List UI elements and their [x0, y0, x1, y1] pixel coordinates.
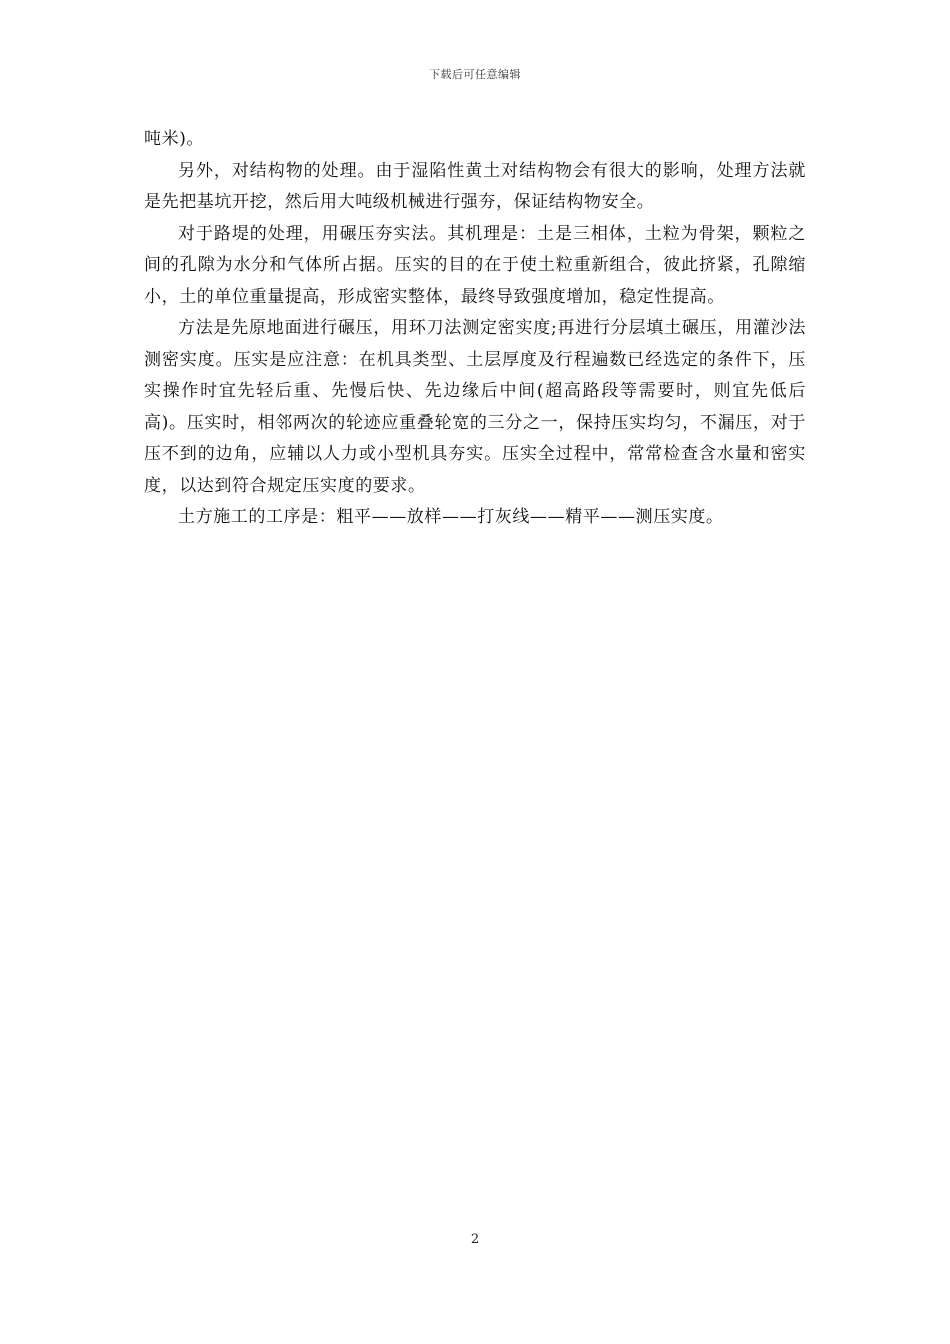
paragraph-earthwork-process: 土方施工的工序是：粗平——放样——打灰线——精平——测压实度。: [178, 507, 724, 527]
body-text: [144, 124, 806, 534]
paragraph-continuation: 吨米)。: [144, 129, 205, 149]
page-header: 下载后可任意编辑: [429, 68, 521, 81]
paragraph-compaction-method: 方法是先原地面进行碾压，用环刀法测定密实度;再进行分层填土碾压，用灌沙法测密实度。压实是应注意：在机具类型、土层厚度及行程遍数已经选定的条件下，压实操作时宜先轻后重、先慢后快、先边缘后中间(超高路段等需要时，则宜先低后高)。压实时，相邻两次的轮迹应重叠轮宽的三分之一，保持压实均匀，不漏压，对于压不到的边角，应辅以人力或小型机具夯实。压实全过程中，常常检查含水量和密实度，以达到符合规定压实度的要求。: [144, 318, 806, 496]
paragraph-embankment-treatment: 对于路堤的处理，用碾压夯实法。其机理是：土是三相体，土粒为骨架，颗粒之间的孔隙为水分和气体所占据。压实的目的在于使土粒重新组合，彼此挤紧，孔隙缩小，土的单位重量提高，形成密实整体，最终导致强度增加，稳定性提高。: [144, 223, 806, 307]
page-number: 2: [470, 1232, 480, 1247]
paragraph-structure-treatment: 另外，对结构物的处理。由于湿陷性黄土对结构物会有很大的影响，处理方法就是先把基坑开挖，然后用大吨级机械进行强夯，保证结构物安全。: [144, 160, 806, 212]
